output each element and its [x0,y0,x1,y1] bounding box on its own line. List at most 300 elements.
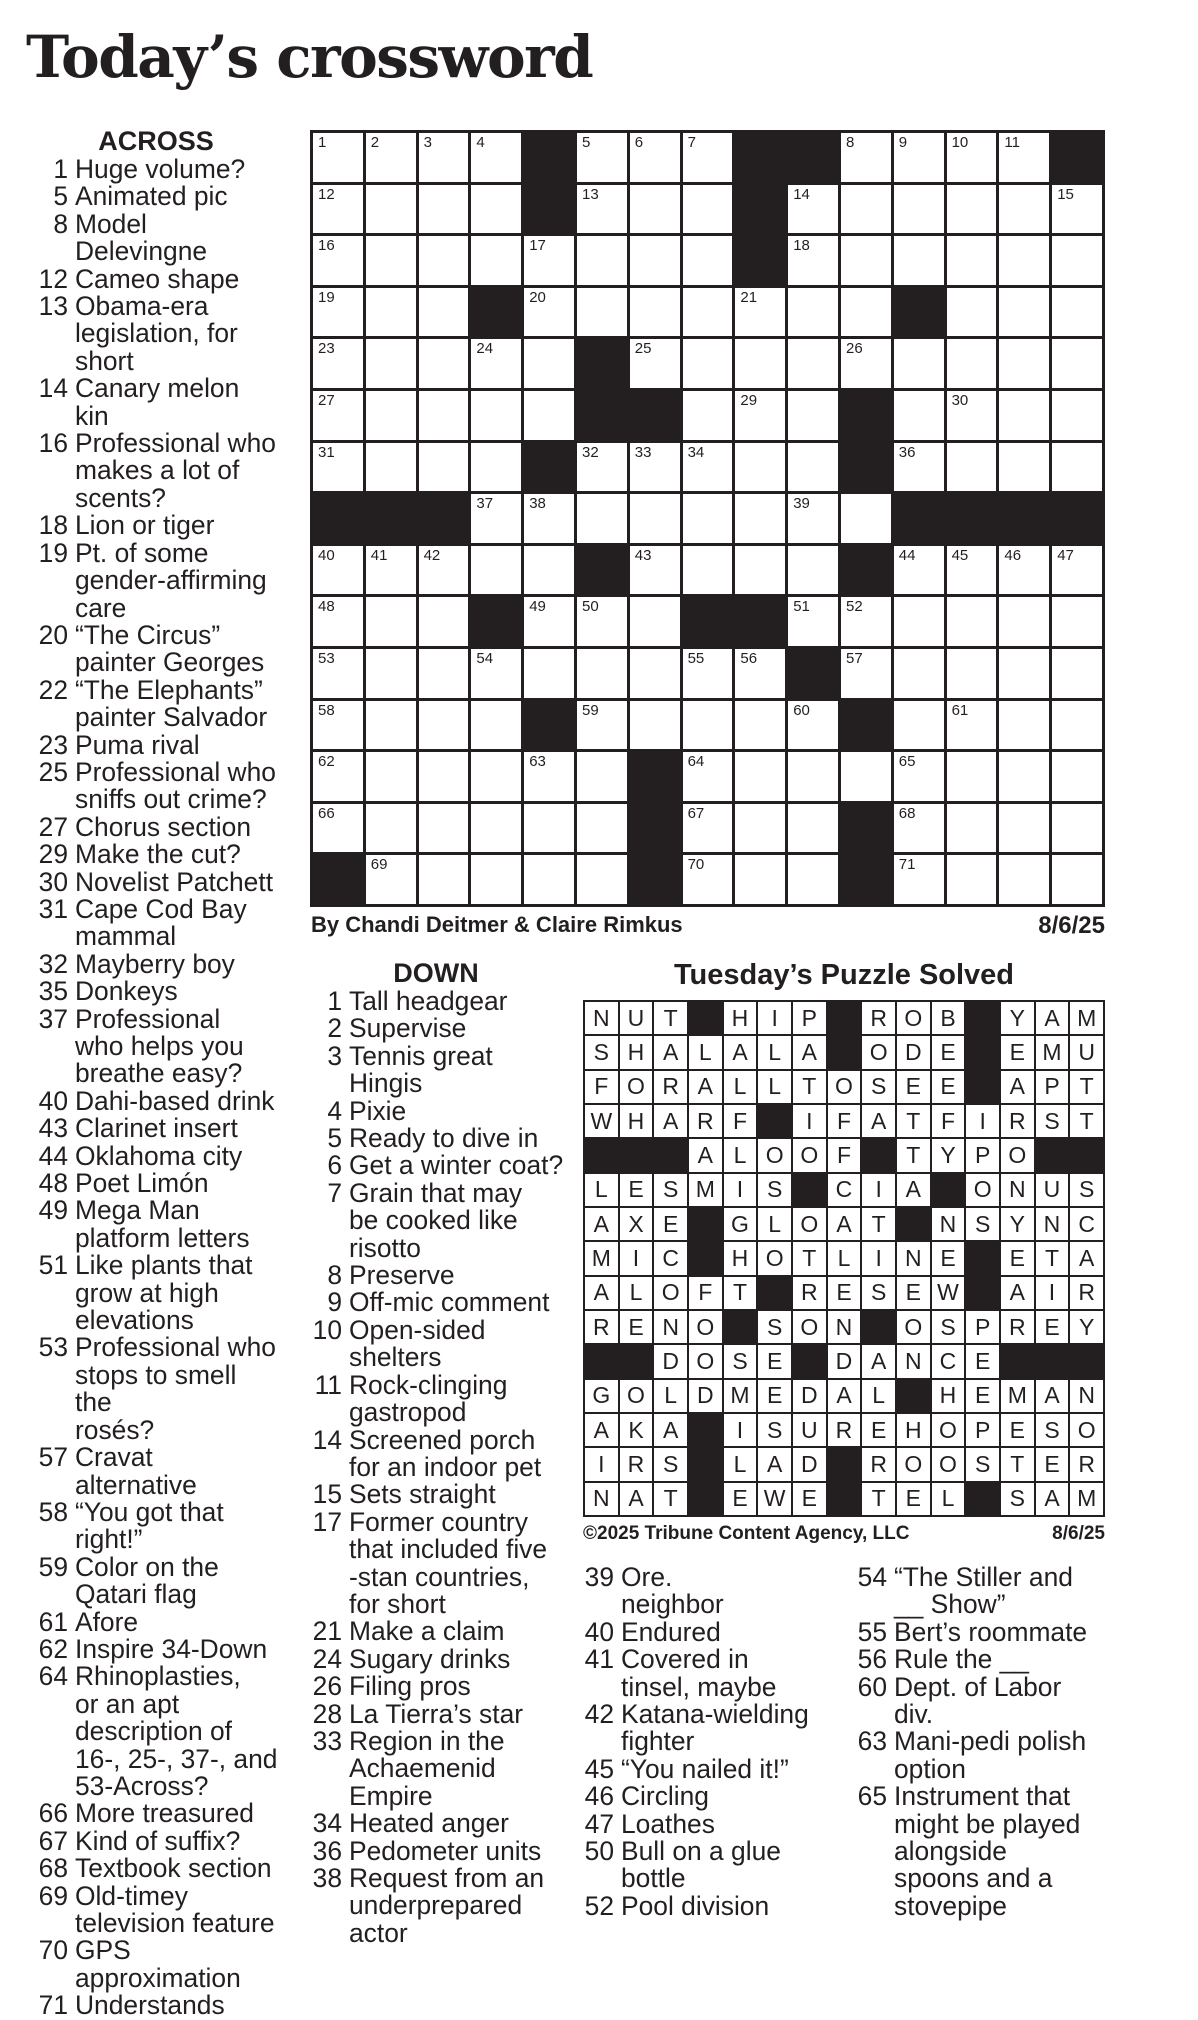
grid-cell[interactable] [999,391,1049,440]
grid-cell[interactable] [630,133,680,182]
grid-cell[interactable] [577,804,627,853]
grid-cell[interactable] [788,546,838,595]
grid-cell[interactable] [471,752,521,801]
grid-cell[interactable] [999,339,1049,388]
clue-text: Puma rival [75,729,200,760]
cell-number: 27 [318,391,335,409]
black-square [1052,133,1102,182]
solved-letter: L [932,1483,965,1515]
solved-letter: L [654,1380,687,1412]
grid-cell[interactable] [788,288,838,337]
solved-letter: G [585,1380,618,1412]
clue-text: Tall headgear [349,986,508,1016]
grid-cell[interactable] [788,391,838,440]
black-square [630,391,680,440]
grid-cell[interactable] [419,649,469,698]
grid-cell[interactable] [894,339,944,388]
grid-cell[interactable] [894,804,944,853]
grid-cell[interactable] [1052,185,1102,234]
grid-cell[interactable] [894,546,944,595]
solved-letter: O [932,1448,965,1480]
grid-cell[interactable] [630,185,680,234]
grid-cell[interactable] [313,288,363,337]
clue-text: Rhinoplasties, or an apt description of 16-, 25-, 37-, and 53-Across? [75,1661,278,1801]
grid-cell[interactable] [313,236,363,285]
clue-number: 22 [38,674,68,705]
grid-cell[interactable] [894,701,944,750]
grid-cell[interactable] [366,804,416,853]
cell-number: 9 [898,134,908,151]
grid-cell[interactable] [313,443,363,492]
grid-cell[interactable] [1052,288,1102,337]
grid-cell[interactable] [841,597,891,646]
grid-cell[interactable] [524,391,574,440]
cell-number: 53 [318,649,335,667]
grid-cell[interactable] [630,597,680,646]
grid-cell[interactable] [683,443,733,492]
grid-cell[interactable] [313,546,363,595]
grid-cell[interactable] [841,494,891,543]
grid-cell[interactable] [683,701,733,750]
grid-cell[interactable] [419,288,469,337]
grid-cell[interactable] [735,391,785,440]
grid-cell[interactable] [788,701,838,750]
grid-cell[interactable] [947,649,997,698]
grid-cell[interactable] [947,236,997,285]
solved-letter: A [689,1071,722,1103]
grid-cell[interactable] [471,185,521,234]
solved-letter: E [1036,1311,1069,1343]
black-square [735,185,785,234]
clue-number: 20 [38,619,68,650]
grid-cell[interactable] [788,339,838,388]
solved-letter: N [932,1208,965,1240]
cell-number: 32 [581,443,599,461]
grid-cell[interactable] [894,649,944,698]
grid-cell[interactable] [419,804,469,853]
grid-cell[interactable] [1052,804,1102,853]
clue-number: 4 [327,1095,342,1126]
grid-cell[interactable] [419,597,469,646]
grid-cell[interactable] [947,443,997,492]
black-square [724,1311,757,1343]
grid-cell[interactable] [683,236,733,285]
grid-cell[interactable] [788,804,838,853]
grid-cell[interactable] [366,185,416,234]
grid-cell[interactable] [471,701,521,750]
grid-cell[interactable] [947,752,997,801]
grid-cell[interactable] [947,597,997,646]
grid-cell[interactable] [683,855,733,904]
solved-letter: O [862,1036,895,1068]
grid-cell[interactable] [999,804,1049,853]
grid-cell[interactable] [841,185,891,234]
solved-letter: S [1070,1174,1103,1206]
grid-cell[interactable] [999,701,1049,750]
clue-text: Pixie [349,1095,407,1126]
black-square [932,1174,965,1206]
black-square [841,804,891,853]
grid-cell[interactable] [1052,752,1102,801]
grid-cell[interactable] [947,288,997,337]
grid-cell[interactable] [366,236,416,285]
grid-cell[interactable] [577,752,627,801]
solved-letter: E [932,1071,965,1103]
solved-letter: R [1001,1311,1034,1343]
grid-cell[interactable] [947,391,997,440]
clue-text: Sets straight [349,1479,496,1510]
grid-cell[interactable] [313,804,363,853]
grid-cell[interactable] [683,391,733,440]
grid-cell[interactable] [788,494,838,543]
solved-letter: L [724,1071,757,1103]
grid-cell[interactable] [894,752,944,801]
grid-cell[interactable] [577,185,627,234]
grid-cell[interactable] [788,443,838,492]
solved-letter: O [689,1311,722,1343]
grid-cell[interactable] [788,752,838,801]
clue-text: Endured [621,1616,721,1647]
grid-cell[interactable] [999,597,1049,646]
cell-number: 39 [793,495,810,513]
black-square [577,391,627,440]
grid-cell[interactable] [577,494,627,543]
clue [306,1289,566,1316]
solved-letter: T [654,1002,687,1034]
grid-cell[interactable] [313,185,363,234]
grid-cell[interactable] [630,443,680,492]
grid-cell[interactable] [577,443,627,492]
grid-cell[interactable] [735,288,785,337]
black-square [793,1345,826,1377]
solved-letter: E [1001,1036,1034,1068]
clue-number: 1 [53,154,68,184]
clue-number: 68 [38,1853,68,1884]
solved-letter: R [585,1311,618,1343]
grid-cell[interactable] [735,752,785,801]
cell-number: 61 [951,701,969,719]
grid-cell[interactable] [366,133,416,182]
grid-cell[interactable] [683,649,733,698]
grid-cell[interactable] [577,855,627,904]
grid-cell[interactable] [524,804,574,853]
cell-number: 58 [318,701,335,719]
grid-cell[interactable] [999,752,1049,801]
page-title: Today’s crossword [26,23,593,91]
grid-cell[interactable] [524,752,574,801]
solved-letter: O [897,1002,930,1034]
grid-cell[interactable] [471,494,521,543]
grid-cell[interactable] [894,443,944,492]
grid-cell[interactable] [366,546,416,595]
solved-grid [583,1000,1105,1517]
grid-cell[interactable] [947,339,997,388]
solved-letter: N [1070,1380,1103,1412]
grid-cell[interactable] [683,804,733,853]
clue-text: Like plants that grow at high elevations [75,1250,253,1336]
down-clues-continued [578,1564,838,1920]
grid-cell[interactable] [313,133,363,182]
grid-cell[interactable] [524,855,574,904]
clue [32,1937,280,1992]
grid-cell[interactable] [630,649,680,698]
grid-cell[interactable] [947,546,997,595]
grid-cell[interactable] [419,855,469,904]
grid-cell[interactable] [366,752,416,801]
grid-cell[interactable] [999,649,1049,698]
cell-number: 23 [318,340,335,358]
grid-cell[interactable] [366,288,416,337]
clue-text: Heated anger [349,1808,509,1839]
grid-cell[interactable] [1052,701,1102,750]
grid-cell[interactable] [841,339,891,388]
grid-cell[interactable] [841,649,891,698]
grid-cell[interactable] [313,391,363,440]
black-square [366,494,416,543]
grid-cell[interactable] [366,443,416,492]
black-square [947,494,997,543]
solved-letter: P [966,1139,999,1171]
grid-cell[interactable] [313,701,363,750]
grid-cell[interactable] [419,391,469,440]
black-square [828,1448,861,1480]
grid-cell[interactable] [1052,597,1102,646]
grid-cell[interactable] [471,649,521,698]
solved-letter: S [862,1277,895,1309]
grid-cell[interactable] [1052,443,1102,492]
solved-letter: S [758,1414,791,1446]
grid-cell[interactable] [841,236,891,285]
solved-letter: O [1001,1139,1034,1171]
grid-cell[interactable] [524,236,574,285]
clue-number: 11 [314,1369,342,1400]
grid-cell[interactable] [999,855,1049,904]
grid-cell[interactable] [999,236,1049,285]
black-square [585,1139,618,1171]
clue-number: 36 [312,1835,342,1866]
grid-cell[interactable] [366,855,416,904]
grid-cell[interactable] [313,597,363,646]
grid-cell[interactable] [366,597,416,646]
solved-letter: T [1070,1071,1103,1103]
grid-cell[interactable] [419,701,469,750]
black-square [524,443,574,492]
solved-letter: E [1036,1448,1069,1480]
grid-cell[interactable] [577,701,627,750]
black-square [966,1036,999,1068]
grid-cell[interactable] [947,804,997,853]
solved-letter: A [862,1345,895,1377]
grid-cell[interactable] [841,752,891,801]
grid-cell[interactable] [1052,339,1102,388]
grid-cell[interactable] [630,494,680,543]
clue [32,1334,280,1444]
grid-cell[interactable] [366,339,416,388]
grid-cell[interactable] [577,649,627,698]
grid-cell[interactable] [313,752,363,801]
grid-cell[interactable] [471,804,521,853]
grid-cell[interactable] [1052,391,1102,440]
grid-cell[interactable] [999,546,1049,595]
grid-cell[interactable] [735,701,785,750]
grid-cell[interactable] [894,597,944,646]
solved-letter: T [897,1105,930,1137]
grid-cell[interactable] [524,288,574,337]
grid-cell[interactable] [1052,236,1102,285]
black-square [630,804,680,853]
grid-cell[interactable] [366,701,416,750]
solved-letter: N [1036,1208,1069,1240]
grid-cell[interactable] [894,236,944,285]
solved-letter: E [897,1071,930,1103]
grid-cell[interactable] [471,443,521,492]
grid-cell[interactable] [366,649,416,698]
grid-cell[interactable] [683,752,733,801]
solved-letter: S [1001,1483,1034,1515]
grid-cell[interactable] [683,339,733,388]
grid-cell[interactable] [894,185,944,234]
grid-cell[interactable] [1052,546,1102,595]
grid-cell[interactable] [735,804,785,853]
grid-cell[interactable] [841,288,891,337]
grid-cell[interactable] [1052,855,1102,904]
grid-cell[interactable] [313,649,363,698]
clue-number: 69 [38,1880,68,1911]
grid-cell[interactable] [524,339,574,388]
clue [306,1095,566,1126]
grid-cell[interactable] [841,133,891,182]
grid-cell[interactable] [471,133,521,182]
solved-letter: S [585,1036,618,1068]
solved-letter: L [689,1036,722,1068]
grid-cell[interactable] [577,236,627,285]
grid-cell[interactable] [419,185,469,234]
solved-letter: N [1001,1174,1034,1206]
solved-letter: R [654,1071,687,1103]
solved-letter: E [966,1380,999,1412]
grid-cell[interactable] [630,339,680,388]
clue-number: 29 [38,839,68,870]
grid-cell[interactable] [471,339,521,388]
cell-number: 5 [581,134,591,151]
grid-cell[interactable] [630,288,680,337]
grid-cell[interactable] [735,494,785,543]
grid-cell[interactable] [419,339,469,388]
grid-cell[interactable] [683,546,733,595]
grid-cell[interactable] [1052,649,1102,698]
grid-cell[interactable] [419,133,469,182]
grid-cell[interactable] [894,133,944,182]
solved-letter: P [966,1311,999,1343]
grid-cell[interactable] [577,597,627,646]
grid-cell[interactable] [630,236,680,285]
grid-cell[interactable] [788,597,838,646]
grid-cell[interactable] [630,546,680,595]
clue [32,1496,280,1555]
grid-cell[interactable] [471,391,521,440]
solved-letter: U [620,1002,653,1034]
solved-letter: E [1001,1414,1034,1446]
solved-letter: S [966,1448,999,1480]
clue-number: 6 [327,1150,342,1181]
clue [306,1369,566,1428]
cell-number: 18 [793,237,810,255]
black-square [966,1483,999,1515]
solved-letter: A [1001,1277,1034,1309]
cell-number: 12 [318,185,335,203]
clue-text: Request from an underprepared actor [349,1863,545,1948]
grid-cell[interactable] [999,185,1049,234]
grid-cell[interactable] [788,855,838,904]
clue [32,183,280,210]
clue [578,1753,838,1784]
cell-number: 38 [529,495,546,513]
clue-number: 57 [38,1442,68,1473]
grid-cell[interactable] [577,288,627,337]
cell-number: 2 [370,134,380,151]
grid-cell[interactable] [313,339,363,388]
clue [32,1197,280,1252]
solved-letter: X [620,1208,653,1240]
grid-cell[interactable] [419,443,469,492]
grid-cell[interactable] [735,855,785,904]
grid-cell[interactable] [577,133,627,182]
grid-cell[interactable] [419,236,469,285]
grid-cell[interactable] [524,649,574,698]
grid-cell[interactable] [471,236,521,285]
black-square [1052,494,1102,543]
grid-cell[interactable] [999,288,1049,337]
solved-letter: O [1070,1414,1103,1446]
grid-cell[interactable] [788,185,838,234]
grid-cell[interactable] [419,752,469,801]
black-square [689,1208,722,1240]
grid-cell[interactable] [947,855,997,904]
grid-cell[interactable] [735,443,785,492]
grid-cell[interactable] [947,185,997,234]
grid-cell[interactable] [683,133,733,182]
grid-cell[interactable] [366,391,416,440]
grid-cell[interactable] [683,185,733,234]
grid-cell[interactable] [735,649,785,698]
grid-cell[interactable] [894,855,944,904]
grid-cell[interactable] [894,391,944,440]
grid-cell[interactable] [683,494,733,543]
grid-cell[interactable] [630,701,680,750]
grid-cell[interactable] [735,546,785,595]
grid-cell[interactable] [947,133,997,182]
solved-letter: E [897,1277,930,1309]
grid-cell[interactable] [683,288,733,337]
grid-cell[interactable] [471,546,521,595]
grid-cell[interactable] [471,855,521,904]
clue [32,208,280,267]
grid-cell[interactable] [947,701,997,750]
grid-cell[interactable] [999,443,1049,492]
grid-cell[interactable] [419,546,469,595]
grid-cell[interactable] [524,597,574,646]
grid-cell[interactable] [524,546,574,595]
clue [306,1810,566,1837]
down-clues-continued [851,1564,1111,1920]
grid-cell[interactable] [999,133,1049,182]
cell-number: 16 [318,237,335,255]
clue [306,1424,566,1482]
grid-cell[interactable] [788,236,838,285]
grid-cell[interactable] [524,494,574,543]
grid-cell[interactable] [735,339,785,388]
solved-letter: F [932,1105,965,1137]
